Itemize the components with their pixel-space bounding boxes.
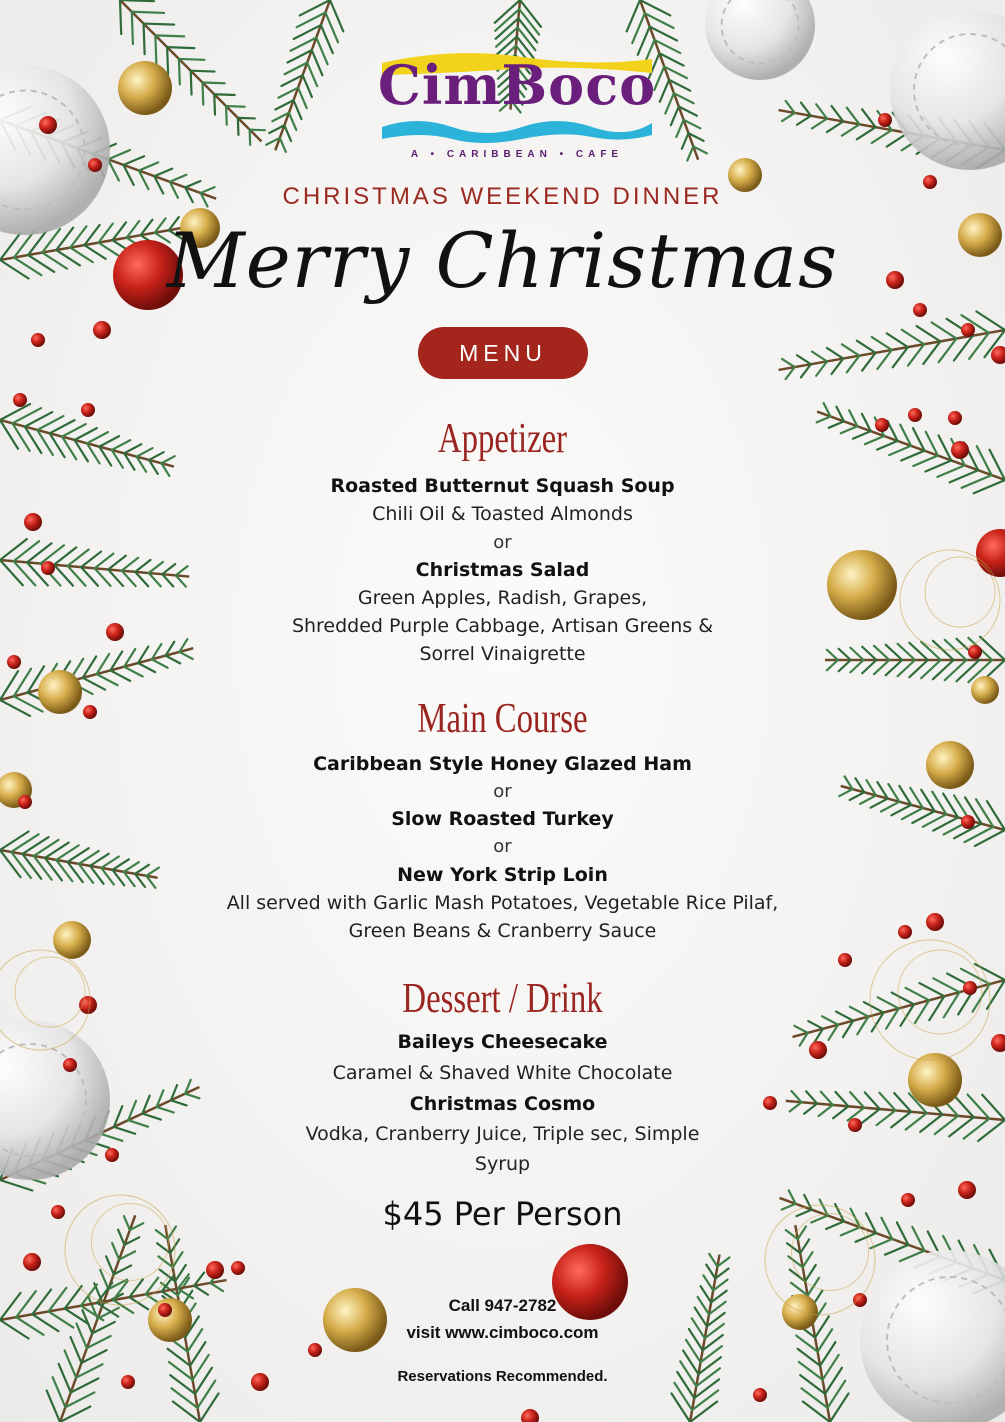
or-text: or (493, 781, 512, 802)
red-berry (991, 346, 1005, 364)
red-berry (521, 1409, 539, 1422)
pine-needle (925, 460, 951, 471)
pine-needle (108, 150, 130, 159)
pine-needle (830, 1393, 849, 1422)
pine-needle (191, 71, 192, 95)
pine-needle (496, 27, 517, 46)
or-text: or (493, 836, 512, 857)
pine-needle (932, 322, 957, 338)
pine-needle (797, 355, 811, 364)
pine-needle (812, 352, 827, 362)
pine-needle (200, 1393, 219, 1422)
pine-needle (933, 978, 959, 992)
pine-needle (671, 106, 679, 125)
pine-needle (797, 116, 811, 125)
contact-phone: Call 947-2782 (448, 1296, 557, 1315)
pine-needle (294, 100, 302, 119)
pine-needle (298, 88, 307, 108)
pine-needle (627, 0, 640, 31)
red-berry (231, 1261, 245, 1275)
pine-needle (124, 156, 145, 165)
or-text: or (493, 532, 512, 553)
pine-needle (144, 24, 145, 55)
main-item-turkey: Slow Roasted Turkey (391, 808, 614, 830)
pine-needle (194, 1286, 208, 1295)
red-berry (913, 303, 927, 317)
silver-ornament (705, 0, 815, 80)
event-title: CHRISTMAS WEEKEND DINNER (282, 183, 723, 210)
pine-needle (892, 993, 914, 1005)
pine-needle (872, 337, 892, 350)
red-berry (308, 1343, 322, 1357)
pine-needle (167, 47, 194, 48)
pine-needle (83, 678, 105, 690)
pine-needle (120, 0, 154, 1)
pine-needle (280, 138, 286, 152)
main-item-strip-loin: New York Strip Loin (397, 864, 608, 886)
contact-website: visit www.cimboco.com (406, 1323, 599, 1342)
pine-needle (106, 1256, 114, 1274)
pine-needle (214, 94, 234, 95)
reservations-note: Reservations Recommended. (397, 1368, 608, 1385)
pine-needle (901, 451, 924, 461)
logo-wordmark: CimBoco (377, 53, 657, 117)
appetizer-item-soup: Roasted Butternut Squash Soup (330, 475, 675, 497)
pine-needle (782, 359, 795, 367)
pine-needle (872, 130, 892, 143)
pine-needle (154, 169, 172, 177)
pine-needle (167, 47, 168, 74)
red-berry (31, 333, 45, 347)
pine-needle (144, 24, 175, 25)
pine-needle (919, 983, 944, 996)
red-berry (908, 408, 922, 422)
pine-needle (307, 63, 317, 86)
pine-needle (676, 120, 683, 137)
pine-needle (238, 118, 255, 119)
pine-needle (312, 50, 323, 75)
pine-needle (857, 127, 876, 139)
appetizer-item-salad: Christmas Salad (415, 559, 590, 581)
merry-christmas-title: Merry Christmas (166, 216, 839, 305)
pine-needle (800, 1239, 809, 1253)
gold-bauble (38, 670, 82, 714)
pine-needle (887, 333, 908, 347)
gold-wire-swirl (15, 957, 85, 1027)
pine-needle (632, 13, 645, 43)
salad-desc-line1: Green Apples, Radish, Grapes, (357, 587, 648, 609)
pine-needle (321, 25, 333, 53)
cimboco-logo (372, 45, 662, 165)
pine-needle (132, 12, 133, 44)
pine-needle (902, 330, 924, 345)
pine-needle (250, 130, 251, 145)
pine-needle (179, 59, 204, 60)
pine-needle (110, 670, 130, 680)
pine-needle (214, 94, 215, 114)
red-berry (93, 321, 111, 339)
pine-needle (170, 175, 187, 182)
cosmo-desc-line1: Vodka, Cranberry Juice, Triple sec, Simple (305, 1123, 700, 1145)
main-sides-line2: Green Beans & Cranberry Sauce (348, 920, 657, 942)
pine-needle (155, 35, 156, 64)
pine-needle (226, 106, 227, 125)
pine-needle (812, 119, 827, 129)
red-berry (81, 403, 95, 417)
pine-needle (674, 1383, 692, 1410)
dessert-drink-heading: Dessert / Drink (402, 976, 603, 1022)
main-sides-line1: All served with Garlic Mash Potatoes, Vegetable Rice Pilaf, (226, 892, 779, 914)
pine-needle (913, 456, 938, 466)
cosmo-desc-line2: Syrup (474, 1153, 531, 1175)
pine-needle (842, 124, 860, 135)
pine-needle (120, 0, 121, 34)
pine-needle (803, 1252, 813, 1267)
red-berry (951, 441, 969, 459)
pine-needle (47, 1391, 60, 1422)
red-berry (838, 953, 852, 967)
gold-bauble (118, 61, 172, 115)
dessert-item-cheesecake: Baileys Cheesecake (397, 1031, 608, 1053)
pine-needle (191, 71, 215, 72)
pine-needle (703, 1275, 713, 1290)
pine-needle (917, 326, 941, 341)
pine-needle (250, 130, 265, 131)
salad-desc-line2: Shredded Purple Cabbage, Artisan Greens & (291, 615, 714, 637)
pine-needle (316, 38, 327, 65)
red-berry (948, 411, 962, 425)
pine-needle (706, 1265, 715, 1279)
red-berry (83, 705, 97, 719)
pine-needle (87, 432, 108, 443)
red-berry (206, 1261, 224, 1279)
pine-needle (289, 113, 296, 130)
price-per-person: $45 Per Person (382, 1195, 623, 1233)
pine-needle (132, 12, 164, 13)
cheesecake-desc: Caramel & Shaved White Chocolate (332, 1062, 673, 1084)
red-berry (79, 996, 97, 1014)
pine-needle (303, 75, 312, 97)
pine-needle (665, 93, 674, 113)
red-berry (753, 1388, 767, 1402)
pine-needle (124, 667, 142, 677)
gold-bauble (971, 676, 999, 704)
salad-desc-line3: Sorrel Vinaigrette (419, 643, 586, 665)
pine-needle (179, 59, 180, 84)
pine-needle (682, 133, 689, 149)
pine-needle (112, 1243, 119, 1260)
pine-needle (782, 113, 795, 121)
pine-needle (687, 146, 693, 160)
pine-needle (857, 341, 876, 353)
pine-needle (709, 1254, 717, 1267)
red-berry (963, 981, 977, 995)
pine-needle (210, 1283, 223, 1291)
red-berry (39, 116, 57, 134)
menu-badge: MENU (418, 327, 588, 379)
pine-needle (827, 348, 843, 359)
pine-needle (97, 674, 118, 685)
pine-needle (238, 118, 239, 135)
red-berry (88, 158, 102, 172)
red-berry (961, 323, 975, 337)
red-berry (13, 393, 27, 407)
pine-needle (202, 82, 224, 83)
pine-needle (805, 1265, 816, 1281)
pine-needle (906, 988, 930, 1001)
pine-needle (671, 1393, 690, 1422)
pine-needle (842, 344, 860, 355)
drink-item-cosmo: Christmas Cosmo (409, 1093, 596, 1115)
pine-needle (155, 35, 184, 36)
main-course-heading: Main Course (417, 696, 588, 742)
pine-needle (139, 162, 158, 170)
pine-needle (75, 428, 97, 440)
logo-tagline: A • CARIBBEAN • CAFE (410, 149, 624, 160)
red-berry (878, 113, 892, 127)
pine-needle (885, 1245, 908, 1255)
pine-needle (226, 106, 245, 107)
appetizer-item-soup-desc: Chili Oil & Toasted Almonds (372, 503, 633, 525)
red-berry (23, 1253, 41, 1271)
pine-needle (284, 125, 291, 141)
main-item-ham: Caribbean Style Honey Glazed Ham (313, 753, 692, 775)
pine-needle (202, 82, 203, 104)
pine-needle (827, 121, 843, 132)
appetizer-heading: Appetizer (437, 416, 568, 462)
pine-needle (0, 1180, 32, 1190)
